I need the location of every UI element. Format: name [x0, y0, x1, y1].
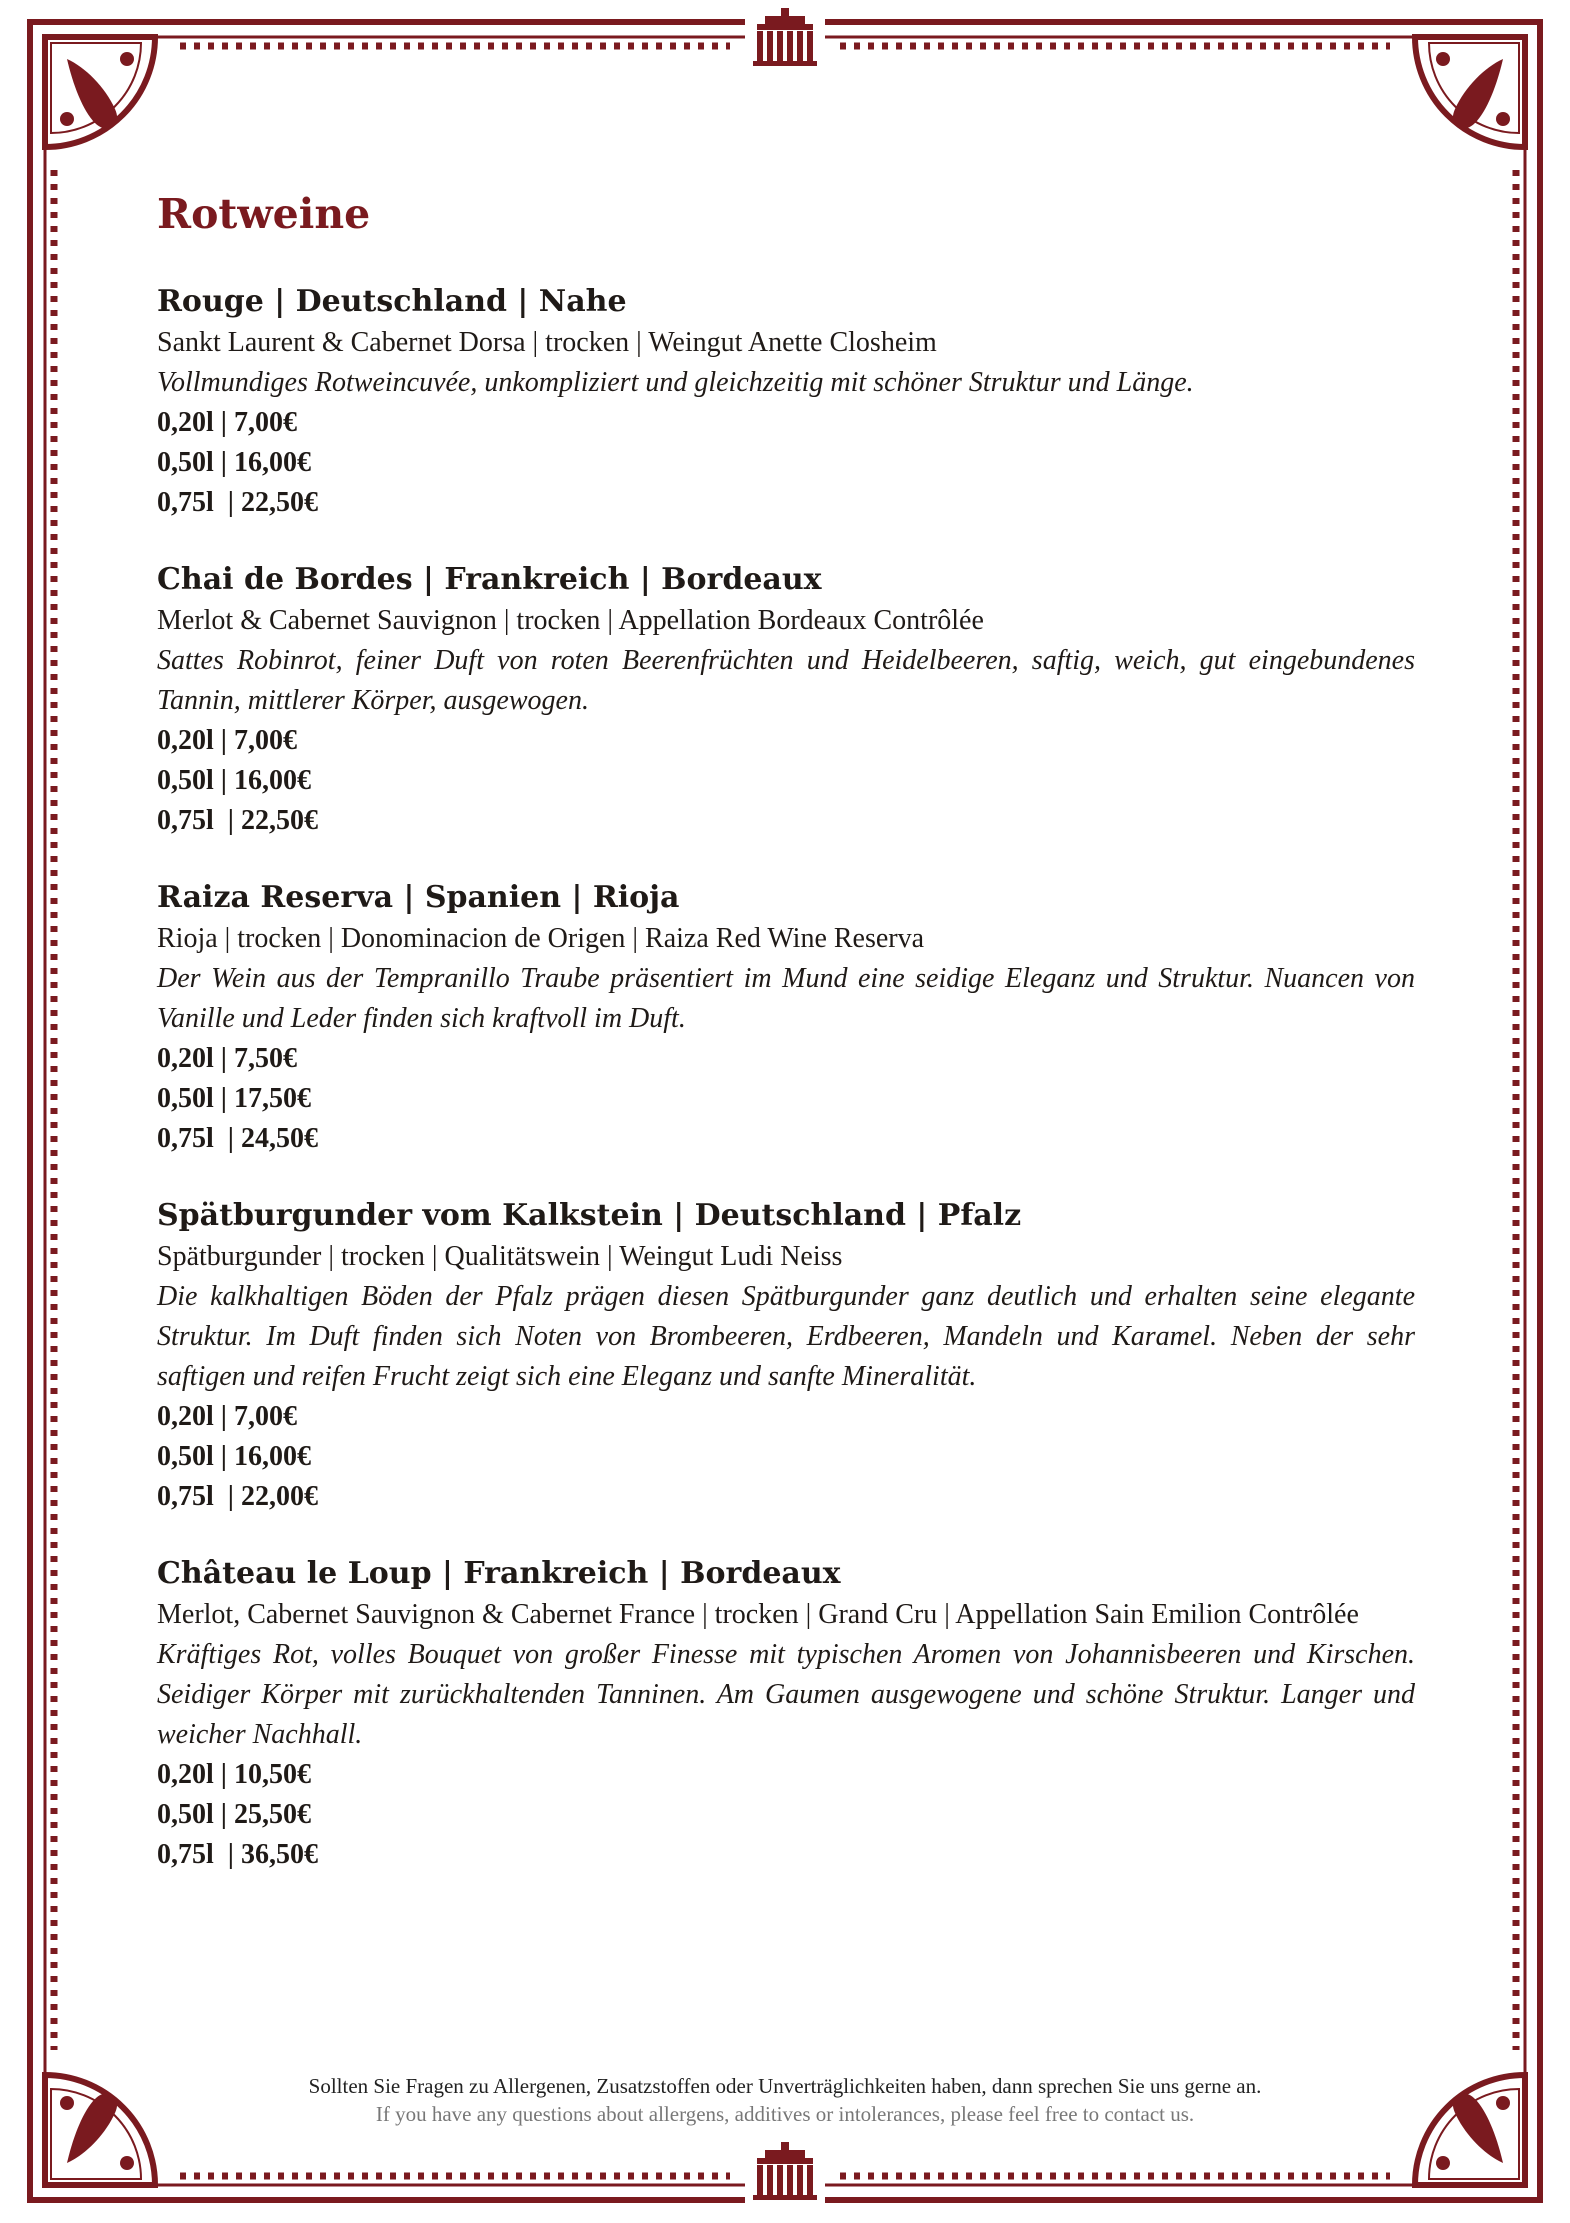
wine-entry: [157, 1195, 1415, 1517]
wine-description: Die kalkhaltigen Böden der Pfalz prägen diesen Spätburgunder ganz deutlich und erhalten seine elegante Struktur. Im Duft finden sich Noten von Brombeeren, Erdbeeren, Mandeln und Karamel. Neben der sehr saftigen und reifen Frucht zeigt sich eine Eleganz und sanfte Mineralität.: [157, 1281, 1415, 1393]
wine-grapes-origin: Merlot, Cabernet Sauvignon & Cabernet France | trocken | Grand Cru | Appellation Sain Emilion Contrôlée: [157, 1599, 1359, 1631]
wine-grapes-origin: Spätburgunder | trocken | Qualitätswein | Weingut Ludi Neiss: [157, 1241, 843, 1273]
wine-description: Sattes Robinrot, feiner Duft von roten Beerenfrüchten und Heidelbeeren, saftig, weich, gut eingebundenes Tannin, mittlerer Körper, ausgewogen.: [157, 645, 1415, 717]
wine-price: 0,50l | 16,00€: [157, 447, 311, 479]
allergen-notice-english: If you have any questions about allergens, additives or intolerances, please feel free to contact us.: [375, 2102, 1195, 2126]
wine-price: 0,50l | 17,50€: [157, 1083, 311, 1115]
wine-title: Chai de Bordes | Frankreich | Bordeaux: [157, 562, 822, 598]
page-title: Rotweine: [157, 190, 371, 238]
wine-description: Kräftiges Rot, volles Bouquet von großer Finesse mit typischen Aromen von Johannisbeeren und Kirschen. Seidiger Körper mit zurückhaltenden Tanninen. Am Gaumen ausgewogene und schöne Struktur. Langer und weicher Nachhall.: [157, 1639, 1415, 1751]
corner-ornament-icon: [1415, 37, 1525, 147]
wine-price: 0,50l | 25,50€: [157, 1799, 311, 1831]
wine-menu: [157, 190, 1415, 1911]
wine-price: 0,20l | 10,50€: [157, 1759, 311, 1791]
wine-price: 0,75l | 22,00€: [157, 1481, 318, 1513]
wine-entry: [157, 281, 1415, 523]
allergen-notice-german: Sollten Sie Fragen zu Allergenen, Zusatzstoffen oder Unverträglichkeiten haben, dann sprechen Sie uns gerne an.: [308, 2074, 1262, 2098]
allergen-notice: [0, 2072, 1570, 2128]
wine-title: Château le Loup | Frankreich | Bordeaux: [157, 1556, 841, 1592]
wine-list: [157, 281, 1415, 1875]
corner-ornament-icon: [45, 37, 155, 147]
wine-price: 0,20l | 7,00€: [157, 1401, 297, 1433]
wine-entry: [157, 1553, 1415, 1875]
wine-title: Rouge | Deutschland | Nahe: [157, 284, 627, 320]
wine-price: 0,20l | 7,50€: [157, 1043, 297, 1075]
wine-title: Spätburgunder vom Kalkstein | Deutschland | Pfalz: [157, 1198, 1022, 1234]
wine-entry: [157, 877, 1415, 1159]
wine-price: 0,75l | 24,50€: [157, 1123, 318, 1155]
wine-price: 0,75l | 22,50€: [157, 805, 318, 837]
wine-price: 0,75l | 36,50€: [157, 1839, 318, 1871]
wine-grapes-origin: Merlot & Cabernet Sauvignon | trocken | Appellation Bordeaux Contrôlée: [157, 605, 984, 637]
wine-description: Der Wein aus der Tempranillo Traube präsentiert im Mund eine seidige Eleganz und Struktur. Nuancen von Vanille und Leder finden sich kraftvoll im Duft.: [157, 963, 1415, 1035]
wine-description: Vollmundiges Rotweincuvée, unkompliziert und gleichzeitig mit schöner Struktur und Länge.: [157, 367, 1194, 399]
wine-price: 0,75l | 22,50€: [157, 487, 318, 519]
wine-entry: [157, 559, 1415, 841]
wine-grapes-origin: Rioja | trocken | Donominacion de Origen | Raiza Red Wine Reserva: [157, 923, 925, 955]
wine-price: 0,50l | 16,00€: [157, 765, 311, 797]
wine-title: Raiza Reserva | Spanien | Rioja: [157, 880, 680, 916]
wine-price: 0,20l | 7,00€: [157, 407, 297, 439]
wine-grapes-origin: Sankt Laurent & Cabernet Dorsa | trocken | Weingut Anette Closheim: [157, 327, 937, 359]
wine-price: 0,50l | 16,00€: [157, 1441, 311, 1473]
wine-price: 0,20l | 7,00€: [157, 725, 297, 757]
